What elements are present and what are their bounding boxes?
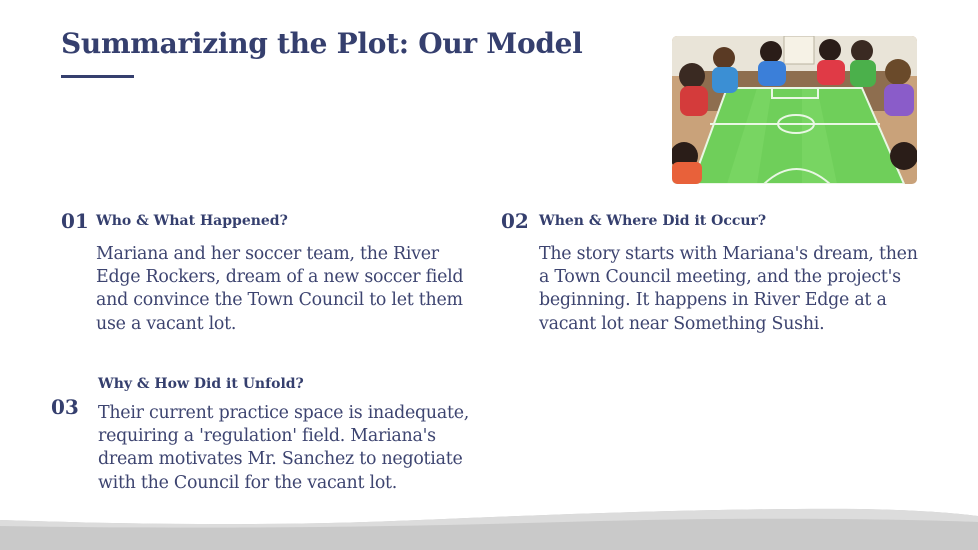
title-underline <box>61 75 134 78</box>
item-number: 03 <box>51 395 79 419</box>
item-body: The story starts with Mariana's dream, then a Town Council meeting, and the project's beginning. It happens in River Edge at a vacant lot near Something Sushi. <box>539 244 918 334</box>
bottom-wave-decoration <box>0 500 978 550</box>
item-heading: When & Where Did it Occur? <box>539 213 767 229</box>
item-heading: Why & How Did it Unfold? <box>98 376 304 392</box>
item-number: 01 <box>61 209 89 233</box>
item-body: Their current practice space is inadequate, requiring a 'regulation' field. Mariana's dream motivates Mr. Sanchez to negotiate with the Council for the vacant lot. <box>98 403 470 493</box>
page-title: Summarizing the Plot: Our Model <box>61 27 583 60</box>
item-number: 02 <box>501 209 529 233</box>
kids-soccer-table-image <box>672 36 917 184</box>
item-body: Mariana and her soccer team, the River Edge Rockers, dream of a new soccer field and convince the Town Council to let them use a vacant lot. <box>96 244 464 334</box>
item-heading: Who & What Happened? <box>96 213 288 229</box>
